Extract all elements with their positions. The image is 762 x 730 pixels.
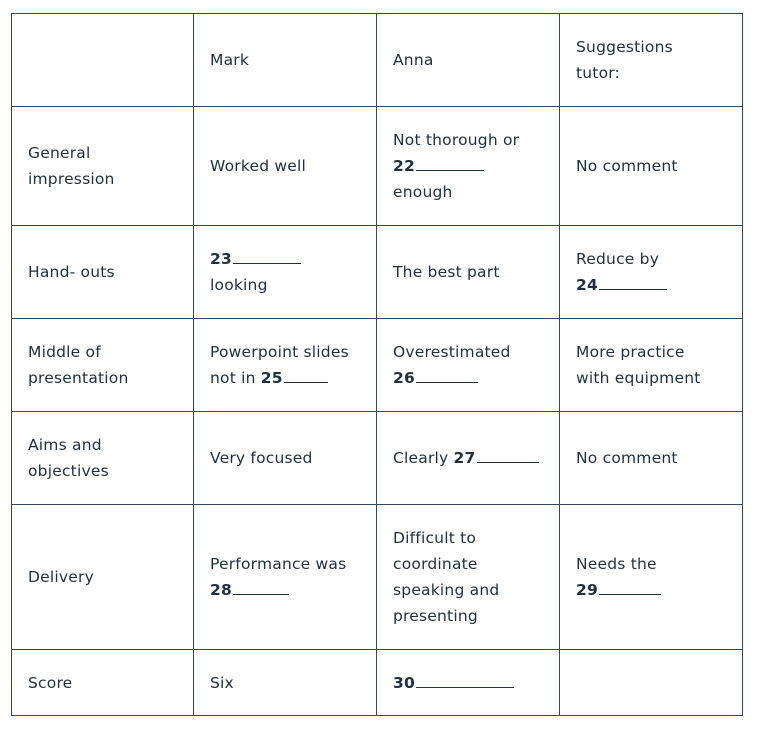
anna-cell — [377, 505, 560, 650]
table-row — [12, 412, 743, 505]
tutor-cell — [560, 319, 743, 412]
gap-fill-line — [210, 246, 360, 272]
gap-fill-line — [393, 153, 543, 179]
row-label-cell — [12, 319, 194, 412]
cell-text-line: General — [28, 144, 91, 162]
tutor-cell — [560, 412, 743, 505]
answer-blank[interactable] — [416, 367, 478, 383]
header-cell-anna — [377, 14, 560, 107]
anna-cell — [377, 650, 560, 716]
answer-blank[interactable] — [416, 672, 514, 688]
table-row — [12, 505, 743, 650]
cell-text-line: Delivery — [28, 568, 94, 586]
header-anna-text: Anna — [393, 51, 434, 69]
cell-text-line: Needs the — [576, 555, 657, 573]
row-label-cell — [12, 226, 194, 319]
question-number: 22 — [393, 157, 415, 175]
cell-text-line: Six — [210, 673, 234, 692]
mark-cell — [194, 319, 377, 412]
gap-fill-line — [210, 577, 360, 603]
feedback-notes-table — [11, 13, 743, 716]
anna-cell — [377, 412, 560, 505]
gap-prefix-text: not in — [210, 369, 261, 387]
cell-text-line: Reduce by — [576, 250, 660, 268]
row-label-cell — [12, 107, 194, 226]
cell-text-line: speaking and — [393, 581, 500, 599]
header-cell-blank — [12, 14, 194, 107]
cell-text-line: enough — [393, 183, 453, 201]
gap-fill-line — [576, 272, 726, 298]
table-header-row — [12, 14, 743, 107]
cell-text-line: Score — [28, 673, 73, 692]
header-cell-mark — [194, 14, 377, 107]
cell-text-line: impression — [28, 170, 115, 188]
cell-text-line: with equipment — [576, 369, 701, 387]
table-row — [12, 107, 743, 226]
cell-text-line: The best part — [393, 263, 500, 281]
cell-text-line: presentation — [28, 369, 129, 387]
cell-text-line: Very focused — [210, 449, 313, 467]
header-mark-text: Mark — [210, 51, 250, 69]
row-label-cell — [12, 650, 194, 716]
table-row — [12, 650, 743, 716]
table-row — [12, 319, 743, 412]
gap-prefix-text: Clearly — [393, 449, 454, 467]
tutor-cell — [560, 505, 743, 650]
question-number: 28 — [210, 581, 232, 599]
mark-cell — [194, 107, 377, 226]
header-suggestions-line: Suggestions — [576, 38, 673, 56]
anna-cell — [377, 107, 560, 226]
question-number: 23 — [210, 250, 232, 268]
gap-fill-line — [210, 365, 360, 391]
anna-cell — [377, 319, 560, 412]
tutor-cell — [560, 650, 743, 716]
header-tutor-line: tutor: — [576, 64, 620, 82]
answer-blank[interactable] — [599, 579, 661, 595]
question-number: 29 — [576, 581, 598, 599]
answer-blank[interactable] — [284, 367, 328, 383]
cell-text-line: No comment — [576, 157, 678, 175]
question-number: 25 — [260, 369, 283, 387]
tutor-cell — [560, 107, 743, 226]
header-cell-suggestions-tutor — [560, 14, 743, 107]
mark-cell — [194, 650, 377, 716]
tutor-cell — [560, 226, 743, 319]
cell-text-line: Middle of — [28, 343, 101, 361]
question-number: 27 — [453, 449, 476, 467]
cell-text-line: Performance was — [210, 555, 347, 573]
anna-cell — [377, 226, 560, 319]
cell-text-line: objectives — [28, 462, 109, 480]
question-number: 24 — [576, 276, 598, 294]
cell-text-line: Not thorough or — [393, 131, 520, 149]
answer-blank[interactable] — [599, 274, 667, 290]
cell-text-line: Worked well — [210, 157, 307, 175]
gap-fill-line — [393, 670, 543, 696]
cell-text-line: Difficult to — [393, 529, 477, 547]
table-row — [12, 226, 743, 319]
cell-text-line: More practice — [576, 343, 685, 361]
answer-blank[interactable] — [416, 155, 484, 171]
answer-blank[interactable] — [233, 579, 289, 595]
cell-text-line: coordinate — [393, 555, 478, 573]
gap-fill-line — [393, 445, 543, 471]
question-number: 30 — [393, 673, 415, 692]
cell-text-line: Aims and — [28, 436, 102, 454]
cell-text-line: Overestimated — [393, 343, 511, 361]
gap-fill-line — [576, 577, 726, 603]
row-label-cell — [12, 412, 194, 505]
answer-blank[interactable] — [233, 248, 301, 264]
question-number: 26 — [393, 369, 415, 387]
cell-text-line: Hand- outs — [28, 263, 115, 281]
gap-fill-line — [393, 365, 543, 391]
cell-text-line: looking — [210, 276, 268, 294]
mark-cell — [194, 505, 377, 650]
row-label-cell — [12, 505, 194, 650]
cell-text-line: No comment — [576, 449, 678, 467]
cell-text-line: presenting — [393, 607, 478, 625]
answer-blank[interactable] — [477, 447, 539, 463]
cell-text-line: Powerpoint slides — [210, 343, 349, 361]
mark-cell — [194, 412, 377, 505]
mark-cell — [194, 226, 377, 319]
